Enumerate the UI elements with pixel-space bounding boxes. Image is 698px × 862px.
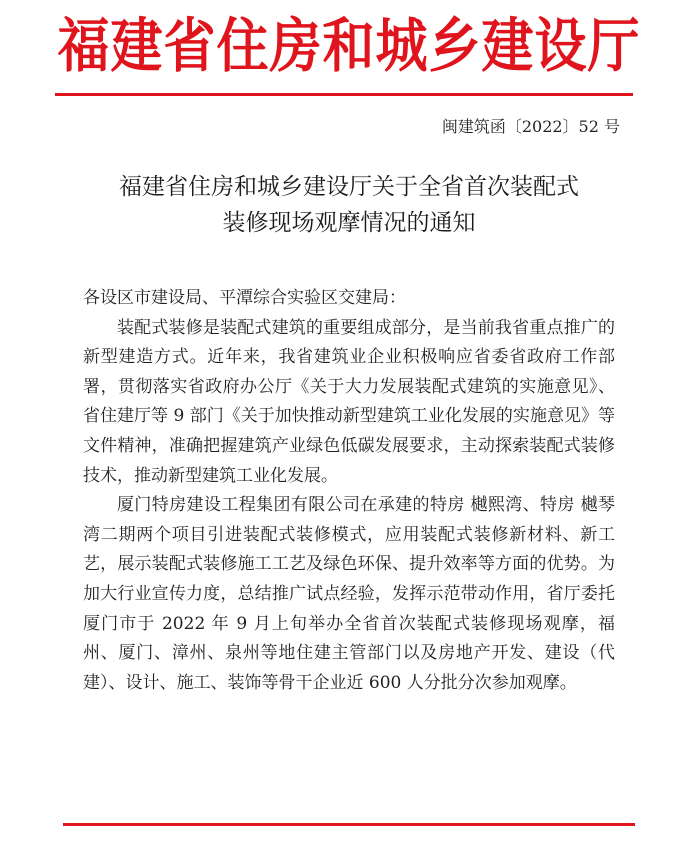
body-paragraph-2: 厦门特房建设工程集团有限公司在承建的特房 樾熙湾、特房 樾琴湾二期两个项目引进装配式装修模式，应用装配式装修新材料、新工艺，展示装配式装修施工工艺及绿色环保、提升效率等方面的优势。为加大行业宣传力度，总结推广试点经验，发挥示范带动作用，省厅委托厦门市于 2022 年 9 月上旬举办全省首次装配式装修现场观摩，福州、厦门、漳州、泉州等地住建主管部门以及房地产开发、建设（代建）、设计、施工、装饰等骨干企业近 600 人分批分次参加观摩。 xyxy=(83,495,615,693)
document-number: 闽建筑函〔2022〕52 号 xyxy=(441,117,620,136)
notice-body xyxy=(83,284,615,698)
notice-title-line-2: 装修现场观摩情况的通知 xyxy=(222,210,476,236)
letterhead-red-rule xyxy=(55,93,633,96)
addressee-line: 各设区市建设局、平潭综合实验区交建局： xyxy=(83,288,406,308)
notice-title-line-1: 福建省住房和城乡建设厅关于全省首次装配式 xyxy=(119,174,579,200)
footer-red-rule xyxy=(63,823,635,826)
letterhead-agency-name: 福建省住房和城乡建设厅 xyxy=(57,13,641,81)
body-paragraph-1: 装配式装修是装配式建筑的重要组成部分，是当前我省重点推广的新型建造方式。近年来，我省建筑业企业积极响应省委省政府工作部署，贯彻落实省政府办公厅《关于大力发展装配式建筑的实施意见》、省住建厅等 9 部门《关于加快推动新型建筑工业化发展的实施意见》等文件精神，准确把握建筑产业绿色低碳发展要求，主动探索装配式装修技术，推动新型建筑工业化发展。 xyxy=(83,317,615,486)
